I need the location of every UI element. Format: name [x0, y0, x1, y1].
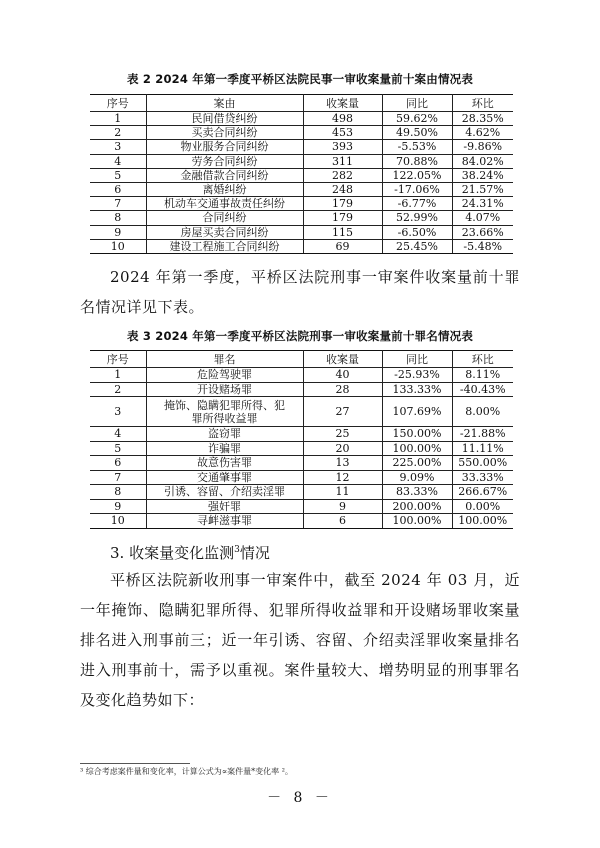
- table2-cell-index: 10: [90, 239, 146, 253]
- table3-cell-name: 引诱、容留、介绍卖淫罪: [146, 485, 303, 500]
- table2-header-index: 序号: [90, 95, 146, 112]
- table2-cell-count: 69: [303, 239, 382, 253]
- table-row: [90, 485, 513, 500]
- table2-cell-yoy: 52.99%: [382, 211, 452, 225]
- table-row: [90, 211, 513, 225]
- table2-cell-mom: 84.02%: [452, 154, 513, 168]
- table3-cell-name: 掩饰、隐瞒犯罪所得、犯罪所得收益罪: [146, 397, 303, 427]
- table2-cell-name: 建设工程施工合同纠纷: [146, 239, 303, 253]
- table3-cell-name: 寻衅滋事罪: [146, 514, 303, 529]
- table2-cell-count: 115: [303, 225, 382, 239]
- table2-header-mom: 环比: [452, 95, 513, 112]
- table3-header-index: 序号: [90, 351, 146, 368]
- table3-cell-index: 6: [90, 456, 146, 471]
- table3-cell-yoy: 107.69%: [382, 397, 452, 427]
- table2-cell-mom: -9.86%: [452, 140, 513, 154]
- table2-cell-index: 5: [90, 168, 146, 182]
- table-row: [90, 441, 513, 456]
- table3-cell-index: 9: [90, 499, 146, 514]
- table2-cell-yoy: 122.05%: [382, 168, 452, 182]
- table3-cell-yoy: 150.00%: [382, 427, 452, 442]
- table3-cell-mom: 8.00%: [452, 397, 513, 427]
- table2-cell-index: 1: [90, 112, 146, 126]
- table2-civil-cases: [90, 94, 513, 254]
- table2-cell-mom: 4.62%: [452, 126, 513, 140]
- table3-cell-index: 4: [90, 427, 146, 442]
- table3-cell-name: 盗窃罪: [146, 427, 303, 442]
- table2-cell-count: 453: [303, 126, 382, 140]
- table3-cell-count: 20: [303, 441, 382, 456]
- footnote: ³ 综合考虑案件量和变化率，计算公式为∝案件量*变化率 ²。: [80, 767, 293, 776]
- table3-cell-count: 28: [303, 382, 382, 397]
- table3-cell-mom: 100.00%: [452, 514, 513, 529]
- footnote-divider: [80, 763, 190, 764]
- footnote-marker: 3: [234, 545, 240, 555]
- table3-cell-index: 1: [90, 368, 146, 383]
- table2-cell-mom: 38.24%: [452, 168, 513, 182]
- table3-cell-index: 7: [90, 470, 146, 485]
- table2-header-cause: 案由: [146, 95, 303, 112]
- table3-cell-name: 交通肇事罪: [146, 470, 303, 485]
- table2-cell-index: 6: [90, 182, 146, 196]
- table3-cell-mom: 550.00%: [452, 456, 513, 471]
- table-row: [90, 168, 513, 182]
- table3-cell-index: 3: [90, 397, 146, 427]
- table2-cell-name: 离婚纠纷: [146, 182, 303, 196]
- table3-cell-yoy: 225.00%: [382, 456, 452, 471]
- table3-cell-name: 诈骗罪: [146, 441, 303, 456]
- table3-cell-count: 13: [303, 456, 382, 471]
- table2-cell-yoy: 49.50%: [382, 126, 452, 140]
- table2-cell-count: 498: [303, 112, 382, 126]
- table-row: [90, 514, 513, 529]
- section-heading-tail: 情况: [239, 544, 270, 562]
- table3-cell-count: 27: [303, 397, 382, 427]
- table2-cell-count: 179: [303, 197, 382, 211]
- table2-cell-yoy: -6.50%: [382, 225, 452, 239]
- table3-cell-mom: 11.11%: [452, 441, 513, 456]
- table-row: [90, 382, 513, 397]
- table2-cell-yoy: -6.77%: [382, 197, 452, 211]
- table3-cell-count: 12: [303, 470, 382, 485]
- table2-cell-yoy: -17.06%: [382, 182, 452, 196]
- table2-cell-index: 9: [90, 225, 146, 239]
- table3-cell-yoy: -25.93%: [382, 368, 452, 383]
- page-number: － 8 －: [267, 790, 333, 806]
- table2-cell-count: 311: [303, 154, 382, 168]
- table3-cell-mom: -40.43%: [452, 382, 513, 397]
- table3-criminal-cases: [90, 350, 513, 529]
- table2-cell-index: 2: [90, 126, 146, 140]
- table3-cell-yoy: 9.09%: [382, 470, 452, 485]
- table-row: [90, 397, 513, 427]
- table-row: [90, 470, 513, 485]
- table-row: [90, 239, 513, 253]
- table2-cell-mom: 4.07%: [452, 211, 513, 225]
- table3-cell-count: 6: [303, 514, 382, 529]
- table3-cell-yoy: 200.00%: [382, 499, 452, 514]
- table-row: [90, 456, 513, 471]
- table2-cell-index: 4: [90, 154, 146, 168]
- table2-cell-name: 房屋买卖合同纠纷: [146, 225, 303, 239]
- table-row: [90, 225, 513, 239]
- table3-cell-yoy: 83.33%: [382, 485, 452, 500]
- table-row: [90, 499, 513, 514]
- table2-cell-mom: 28.35%: [452, 112, 513, 126]
- table2-cell-count: 248: [303, 182, 382, 196]
- table2-cell-name: 买卖合同纠纷: [146, 126, 303, 140]
- paragraph-criminal-intro: 2024 年第一季度，平桥区法院刑事一审案件收案量前十罪名情况详见下表。: [80, 268, 520, 316]
- table2-cell-name: 物业服务合同纠纷: [146, 140, 303, 154]
- table2-cell-name: 劳务合同纠纷: [146, 154, 303, 168]
- table2-cell-yoy: 70.88%: [382, 154, 452, 168]
- table-row: [90, 140, 513, 154]
- table2-cell-yoy: 25.45%: [382, 239, 452, 253]
- table3-cell-yoy: 100.00%: [382, 441, 452, 456]
- table3-cell-yoy: 100.00%: [382, 514, 452, 529]
- table-row: [90, 197, 513, 211]
- table2-header-count: 收案量: [303, 95, 382, 112]
- table2-cell-yoy: 59.62%: [382, 112, 452, 126]
- section-heading: [110, 538, 270, 565]
- table-row: [90, 182, 513, 196]
- table2-cell-count: 393: [303, 140, 382, 154]
- table2-cell-name: 合同纠纷: [146, 211, 303, 225]
- table3-cell-name: 危险驾驶罪: [146, 368, 303, 383]
- table-row: [90, 427, 513, 442]
- table2-cell-mom: 23.66%: [452, 225, 513, 239]
- table3-cell-index: 8: [90, 485, 146, 500]
- table3-cell-count: 11: [303, 485, 382, 500]
- table3-caption: 表 3 2024 年第一季度平桥区法院刑事一审收案量前十罪名情况表: [126, 329, 474, 343]
- table3-header-yoy: 同比: [382, 351, 452, 368]
- table2-cell-mom: 24.31%: [452, 197, 513, 211]
- table2-header-yoy: 同比: [382, 95, 452, 112]
- table3-header-mom: 环比: [452, 351, 513, 368]
- table2-caption: 表 2 2024 年第一季度平桥区法院民事一审收案量前十案由情况表: [126, 72, 474, 86]
- table3-cell-count: 9: [303, 499, 382, 514]
- table-row: [90, 126, 513, 140]
- table-row: [90, 112, 513, 126]
- table2-cell-index: 7: [90, 197, 146, 211]
- table3-cell-index: 2: [90, 382, 146, 397]
- table2-cell-name: 机动车交通事故责任纠纷: [146, 197, 303, 211]
- table3-header-charge: 罪名: [146, 351, 303, 368]
- table2-cell-mom: -5.48%: [452, 239, 513, 253]
- table3-cell-yoy: 133.33%: [382, 382, 452, 397]
- table2-cell-name: 民间借贷纠纷: [146, 112, 303, 126]
- table2-cell-mom: 21.57%: [452, 182, 513, 196]
- table3-cell-mom: 266.67%: [452, 485, 513, 500]
- table3-cell-name: 故意伤害罪: [146, 456, 303, 471]
- paragraph-criminal-analysis: 平桥区法院新收刑事一审案件中，截至 2024 年 03 月，近一年掩饰、隐瞒犯罪所得、犯罪所得收益罪和开设赌场罪收案量排名进入刑事前三；近一年引诱、容留、介绍卖淫罪收案量排名进入刑事前十，需予以重视。案件量较大、增势明显的刑事罪名及变化趋势如下：: [80, 571, 520, 709]
- table-row: [90, 154, 513, 168]
- table2-cell-yoy: -5.53%: [382, 140, 452, 154]
- table3-cell-name: 强奸罪: [146, 499, 303, 514]
- section-heading-text: 3. 收案量变化监测: [110, 544, 235, 562]
- table2-cell-name: 金融借款合同纠纷: [146, 168, 303, 182]
- table-row: [90, 368, 513, 383]
- table3-cell-count: 40: [303, 368, 382, 383]
- table3-cell-mom: 0.00%: [452, 499, 513, 514]
- table3-cell-name: 开设赌场罪: [146, 382, 303, 397]
- table3-cell-count: 25: [303, 427, 382, 442]
- table2-cell-index: 8: [90, 211, 146, 225]
- table3-cell-mom: 33.33%: [452, 470, 513, 485]
- table3-cell-mom: 8.11%: [452, 368, 513, 383]
- table3-cell-mom: -21.88%: [452, 427, 513, 442]
- table3-cell-index: 10: [90, 514, 146, 529]
- table3-header-count: 收案量: [303, 351, 382, 368]
- table3-cell-index: 5: [90, 441, 146, 456]
- table2-cell-count: 282: [303, 168, 382, 182]
- table2-cell-index: 3: [90, 140, 146, 154]
- table2-cell-count: 179: [303, 211, 382, 225]
